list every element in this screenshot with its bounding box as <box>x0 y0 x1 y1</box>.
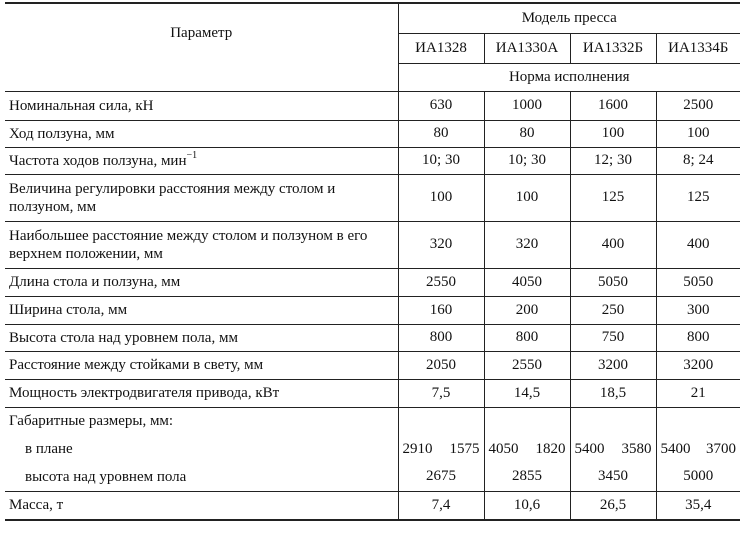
cell-value <box>570 435 656 463</box>
row-label: Длина стола и ползуна, мм <box>9 274 181 290</box>
plan-width: 3580 <box>621 440 652 457</box>
table-row <box>5 463 740 491</box>
plan-width: 1575 <box>449 440 480 457</box>
model-header: ИА1328 <box>398 33 484 63</box>
header-row-model-group <box>5 3 740 33</box>
table-row <box>5 120 740 147</box>
table-row-group-heading <box>5 407 740 435</box>
row-label: Масса, т <box>9 497 64 514</box>
cell-value: 80 <box>484 120 570 147</box>
plan-width: 1820 <box>535 440 566 457</box>
cell-value: 2550 <box>398 268 484 296</box>
plan-width: 3700 <box>706 440 736 457</box>
cell-value: 2500 <box>656 91 740 120</box>
cell-value: 80 <box>398 120 484 147</box>
plan-length: 4050 <box>488 440 519 457</box>
cell-value: 250 <box>570 296 656 324</box>
table-row <box>5 221 740 268</box>
model-header: ИА1334Б <box>656 33 740 63</box>
cell-value: 3200 <box>656 351 740 379</box>
model-group-header: Модель пресса <box>398 3 740 33</box>
cell-value: 10; 30 <box>398 147 484 174</box>
cell-value: 2050 <box>398 351 484 379</box>
cell-value: 125 <box>656 174 740 221</box>
table-row <box>5 379 740 407</box>
press-spec-table <box>5 2 740 521</box>
cell-value: 750 <box>570 324 656 351</box>
cell-value: 10,6 <box>484 491 570 520</box>
row-label: Габаритные размеры, мм: <box>9 413 174 430</box>
cell-value: 100 <box>398 174 484 221</box>
row-label: Ширина стола, мм <box>9 302 128 318</box>
cell-value: 26,5 <box>570 491 656 520</box>
table-row <box>5 147 740 174</box>
row-label: Мощность электродвигателя привода, кВт <box>9 385 280 401</box>
cell-value: 7,5 <box>398 379 484 407</box>
cell-value <box>484 435 570 463</box>
cell-value: 4050 <box>484 268 570 296</box>
row-label: Номинальная сила, кН <box>9 97 154 114</box>
row-label <box>5 147 398 174</box>
cell-value: 1000 <box>484 91 570 120</box>
cell-value: 2675 <box>398 463 484 491</box>
cell-value: 18,5 <box>570 379 656 407</box>
cell-value: 400 <box>656 221 740 268</box>
cell-value: 1600 <box>570 91 656 120</box>
cell-value: 320 <box>398 221 484 268</box>
row-label: в плане <box>25 441 73 457</box>
parameter-header: Параметр <box>170 25 233 41</box>
cell-value: 400 <box>570 221 656 268</box>
table-row <box>5 351 740 379</box>
row-label: Ход ползуна, мм <box>9 125 115 142</box>
model-header: ИА1332Б <box>570 33 656 63</box>
table-row <box>5 491 740 520</box>
table-row <box>5 91 740 120</box>
unit-exponent: −1 <box>186 149 198 161</box>
cell-value: 800 <box>484 324 570 351</box>
table-row <box>5 174 740 221</box>
cell-value <box>656 435 740 463</box>
cell-value: 320 <box>484 221 570 268</box>
cell-value: 5050 <box>570 268 656 296</box>
cell-value: 125 <box>570 174 656 221</box>
cell-value: 5000 <box>656 463 740 491</box>
row-label: Наибольшее расстояние между столом и ползуном в его верхнем положении, мм <box>9 227 368 262</box>
plan-length: 5400 <box>660 440 691 457</box>
plan-length: 2910 <box>402 440 433 457</box>
cell-value: 300 <box>656 296 740 324</box>
cell-value: 160 <box>398 296 484 324</box>
row-label-text: Частота ходов ползуна, мин <box>9 152 187 169</box>
cell-value: 800 <box>656 324 740 351</box>
norm-header: Норма исполнения <box>398 63 740 91</box>
cell-value: 2855 <box>484 463 570 491</box>
row-label: Высота стола над уровнем пола, мм <box>9 329 238 346</box>
table-row <box>5 268 740 296</box>
header-row-norm <box>5 63 740 91</box>
cell-value: 5050 <box>656 268 740 296</box>
row-label: Величина регулировки расстояния между столом и ползуном, мм <box>9 180 336 215</box>
model-header: ИА1330А <box>484 33 570 63</box>
cell-value: 21 <box>656 379 740 407</box>
row-label: Расстояние между стойками в свету, мм <box>9 357 264 373</box>
cell-value: 3200 <box>570 351 656 379</box>
cell-value: 100 <box>484 174 570 221</box>
plan-length: 5400 <box>574 440 605 457</box>
cell-value: 14,5 <box>484 379 570 407</box>
cell-value: 100 <box>656 120 740 147</box>
cell-value <box>398 435 484 463</box>
cell-value: 7,4 <box>398 491 484 520</box>
row-label: высота над уровнем пола <box>25 468 187 485</box>
cell-value: 12; 30 <box>570 147 656 174</box>
cell-value: 10; 30 <box>484 147 570 174</box>
table-row <box>5 296 740 324</box>
cell-value: 8; 24 <box>656 147 740 174</box>
cell-value: 2550 <box>484 351 570 379</box>
cell-value: 3450 <box>570 463 656 491</box>
cell-value: 800 <box>398 324 484 351</box>
table-row <box>5 435 740 463</box>
cell-value: 35,4 <box>656 491 740 520</box>
table-row <box>5 324 740 351</box>
cell-value: 100 <box>570 120 656 147</box>
cell-value: 200 <box>484 296 570 324</box>
cell-value: 630 <box>398 91 484 120</box>
